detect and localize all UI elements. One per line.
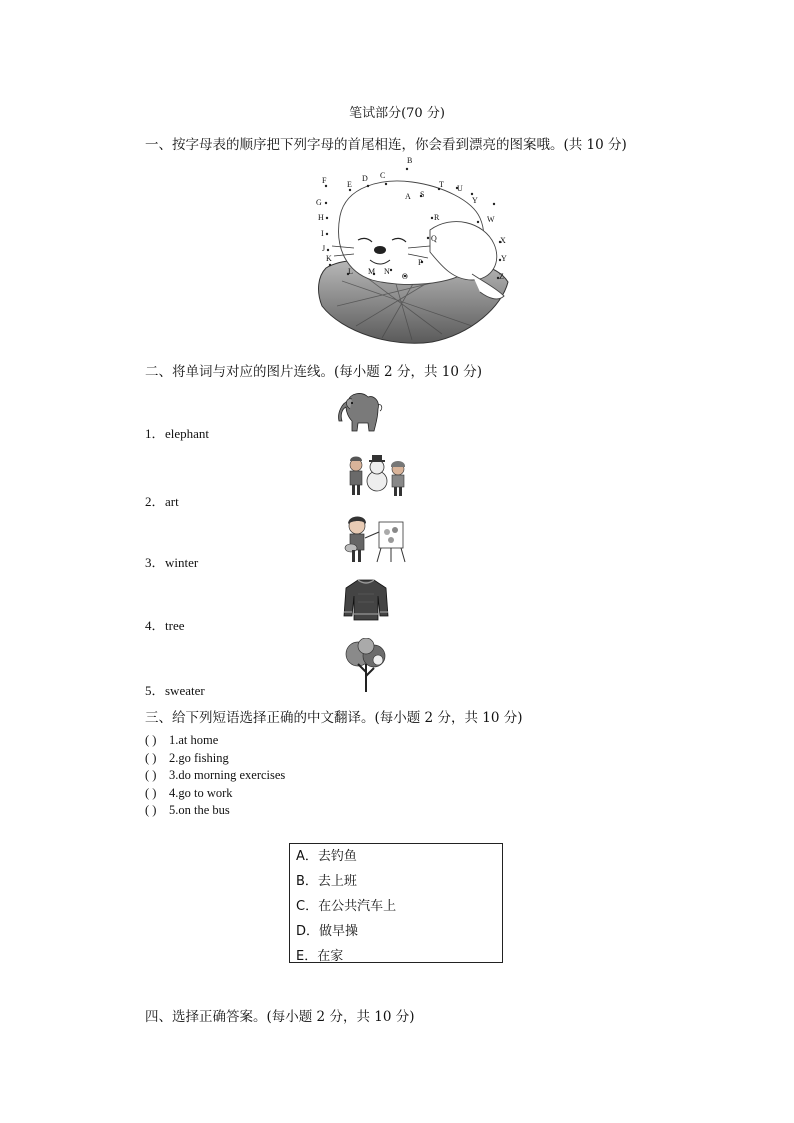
dot-letter-s: S [420, 190, 425, 199]
phrase-question-5 [145, 802, 230, 820]
phrase-question-4 [145, 785, 233, 803]
girl-painting-picture [343, 514, 409, 564]
phrase-text: 2.go fishing [169, 750, 229, 765]
phrase-text: 4.go to work [169, 785, 233, 800]
match-word-2 [145, 491, 179, 510]
section-2-heading: 二、将单词与对应的图片连线。(每小题 2 分，共 10 分) [145, 364, 482, 380]
dot-letter-m: M [368, 267, 376, 276]
dot-letter-t: T [439, 180, 444, 189]
dot-letter-l: L [348, 267, 353, 276]
dot-letter-i: I [321, 229, 324, 238]
dot-letter-z: Z [499, 272, 504, 281]
phrase-text: 3.do morning exercises [169, 768, 286, 782]
match-word-5 [145, 680, 205, 699]
translation-options-box [289, 843, 503, 963]
phrase-question-1 [145, 732, 218, 750]
dot-letter-w: W [487, 215, 495, 224]
dot-letter-j: J [322, 244, 326, 253]
dot-letter-y: Y [472, 196, 478, 205]
match-word-number: 4． [145, 618, 165, 633]
answer-blank[interactable]: ( ) [145, 785, 157, 800]
dot-letter-x: X [500, 236, 506, 245]
option-a: A．去钓鱼 [296, 849, 357, 864]
option-b: B．去上班 [296, 874, 357, 889]
winter-children-snowman-picture [344, 451, 410, 499]
match-word-3 [145, 552, 198, 571]
sweater-picture [342, 576, 390, 624]
match-word-number: 3． [145, 555, 165, 570]
phrase-question-3 [145, 767, 285, 785]
answer-blank[interactable]: ( ) [145, 733, 157, 747]
tree-picture [344, 638, 388, 694]
dot-letter-r: R [434, 213, 440, 222]
dot-letter-d: D [362, 174, 368, 183]
section-3-heading: 三、给下列短语选择正确的中文翻译。(每小题 2 分，共 10 分) [145, 710, 523, 726]
dot-letter-n: N [384, 267, 390, 276]
phrase-text: 5.on the bus [169, 803, 230, 817]
elephant-picture [338, 387, 384, 435]
phrase-question-2 [145, 750, 229, 768]
dot-letter-e: E [347, 180, 352, 189]
match-word-number: 2． [145, 494, 165, 509]
dot-letter-f: F [322, 176, 327, 185]
dot-letter-a: A [405, 192, 411, 201]
dot-letter-p: P [418, 258, 423, 267]
section-1-heading: 一、按字母表的顺序把下列字母的首尾相连，你会看到漂亮的图案哦。(共 10 分) [145, 137, 627, 153]
match-word-text: elephant [165, 426, 210, 441]
match-word-1 [145, 423, 209, 442]
dot-letter-h: H [318, 213, 324, 222]
dot-letter-b: B [407, 156, 413, 165]
answer-blank[interactable]: ( ) [145, 803, 157, 817]
dot-letter-k: K [326, 254, 332, 263]
option-e: E．在家 [296, 949, 344, 964]
answer-blank[interactable]: ( ) [145, 750, 157, 765]
dot-letter-u: U [457, 184, 463, 193]
dot-letters-layer [312, 156, 512, 350]
match-word-number: 5． [145, 683, 165, 698]
option-c: C．在公共汽车上 [296, 899, 397, 914]
match-word-text: art [165, 494, 179, 509]
match-word-text: tree [165, 618, 185, 633]
match-word-text: sweater [165, 683, 205, 698]
option-d: D．做早操 [296, 924, 359, 939]
section-4-heading: 四、选择正确答案。(每小题 2 分，共 10 分) [145, 1009, 415, 1025]
match-word-text: winter [165, 555, 199, 570]
page-title: 笔试部分(70 分) [349, 106, 445, 121]
match-word-4 [145, 615, 184, 634]
phrase-text: 1.at home [169, 733, 219, 747]
dot-letter-y2: Y [501, 254, 507, 263]
match-word-number: 1． [145, 426, 165, 441]
dot-letter-q: Q [431, 234, 437, 243]
dot-letter-o: O [402, 272, 408, 281]
answer-blank[interactable]: ( ) [145, 768, 157, 782]
dot-letter-c: C [380, 171, 386, 180]
dot-letter-g: G [316, 198, 322, 207]
